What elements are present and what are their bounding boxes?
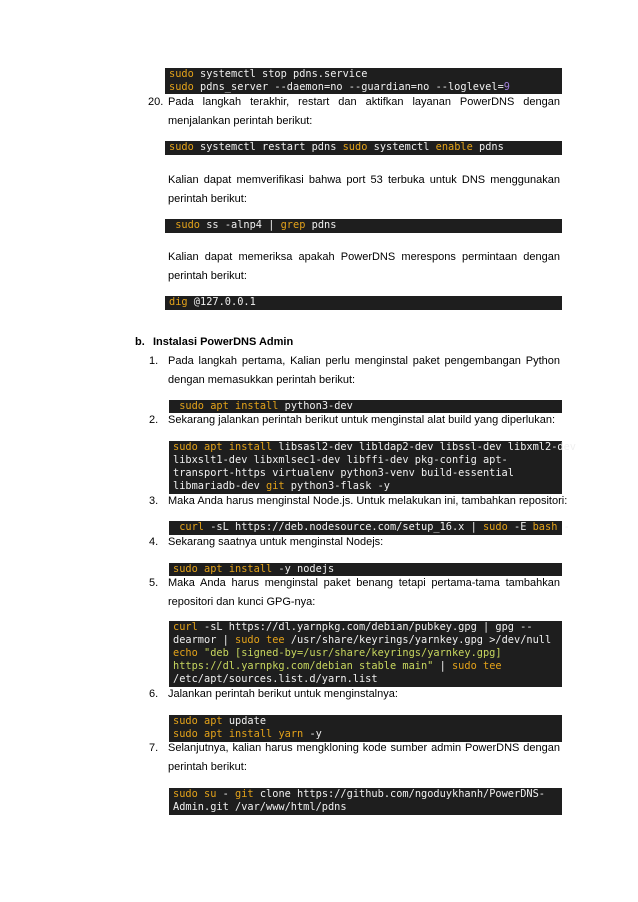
code-text: Admin.git /var/www/html/pdns xyxy=(173,801,347,813)
code-token-kw: sudo xyxy=(482,521,508,533)
code-text: libxslt1-dev libxmlsec1-dev libffi-dev pkg-config apt- xyxy=(173,454,508,466)
code-text: pdns xyxy=(472,141,504,153)
text-line: perintah berikut: xyxy=(168,270,247,282)
section-title: Instalasi PowerDNS Admin xyxy=(153,336,294,348)
code-text: - xyxy=(557,521,570,533)
item-number: 5. xyxy=(149,577,159,589)
item-b2-text xyxy=(168,411,568,430)
code-text: | xyxy=(433,660,452,672)
code-text: @127.0.0.1 xyxy=(187,296,256,308)
item-b1-text xyxy=(168,352,560,390)
code-text: /usr/share/keyrings/yarnkey.gpg >/dev/null xyxy=(284,634,552,646)
text-line: Jalankan perintah berikut untuk menginstalnya: xyxy=(168,688,398,700)
code-token-kw: curl xyxy=(173,621,198,633)
code-text: libsasl2-dev libldap2-dev libssl-dev libxml2-dev xyxy=(272,441,576,453)
code-token-kw: tee xyxy=(266,634,285,646)
code-token-kw: su xyxy=(204,788,217,800)
check-text xyxy=(168,248,560,286)
code-text: -y xyxy=(303,728,322,740)
code-line xyxy=(169,296,558,309)
code-token-kw: install xyxy=(235,400,279,412)
code-block-yarn-install xyxy=(169,715,562,742)
code-token-kw: install xyxy=(228,728,273,740)
text-line: Sekarang saatnya untuk menginstal Nodejs: xyxy=(168,536,384,548)
item-b5-text xyxy=(168,574,560,612)
item-b6-text xyxy=(168,685,560,704)
item-b7-text xyxy=(168,739,560,777)
code-token-kw: tee xyxy=(483,660,502,672)
item-number: 6. xyxy=(149,688,159,700)
code-token-kw: sudo xyxy=(173,788,198,800)
code-text: -y nodejs xyxy=(272,563,335,575)
code-token-kw: apt xyxy=(204,563,223,575)
item-b3-text xyxy=(168,492,568,511)
text-line: Pada langkah terakhir, restart dan aktifkan layanan PowerDNS dengan xyxy=(168,96,560,108)
code-block-yarn-repo xyxy=(169,621,562,687)
code-line xyxy=(173,647,558,660)
code-text: clone https://github.com/ngoduykhanh/PowerDNS- xyxy=(253,788,546,800)
item-b4-text xyxy=(168,533,560,552)
code-line xyxy=(173,801,558,814)
item-20-text xyxy=(168,93,560,131)
code-token-kw: sudo xyxy=(451,660,477,672)
text-line: Kalian dapat memverifikasi bahwa port 53 terbuka untuk DNS menggunakan xyxy=(168,174,560,186)
item-number: 3. xyxy=(149,495,159,507)
code-text: /etc/apt/sources.list.d/yarn.list xyxy=(173,673,378,685)
code-token-kw: sudo xyxy=(169,141,194,153)
text-line: Sekarang jalankan perintah berikut untuk menginstal alat build yang diperlukan: xyxy=(168,414,556,426)
code-text: python3-dev xyxy=(278,400,353,412)
item-number: 20. xyxy=(148,96,164,108)
code-block-stop xyxy=(165,68,562,94)
code-token-kw: git xyxy=(235,788,254,800)
code-line xyxy=(173,634,558,647)
code-text: - xyxy=(216,788,236,800)
code-token-kw: install xyxy=(228,563,273,575)
item-number: 1. xyxy=(149,355,159,367)
code-text: pdns_server --daemon=no --guardian=no --loglevel= xyxy=(193,81,504,93)
code-token-str: "deb [signed-by=/usr/share/keyrings/yarnkey.gpg] xyxy=(204,647,502,659)
code-token-kw: sudo xyxy=(179,400,205,412)
item-number: 4. xyxy=(149,536,159,548)
text-line: Pada langkah pertama, Kalian perlu menginstal paket pengembangan Python xyxy=(168,355,560,367)
code-text: -E xyxy=(507,521,533,533)
text-line: Maka Anda harus menginstal Node.js. Untuk melakukan ini, tambahkan repositori: xyxy=(168,495,568,507)
code-token-num: 9 xyxy=(503,81,510,93)
code-line xyxy=(173,715,558,728)
code-line xyxy=(169,68,558,81)
code-token-kw: sudo xyxy=(342,141,368,153)
code-line xyxy=(169,219,558,232)
code-text: systemctl xyxy=(367,141,436,153)
code-token-kw: sudo xyxy=(235,634,260,646)
code-token-kw: enable xyxy=(435,141,473,153)
code-text: python3-flask -y xyxy=(284,480,390,492)
item-number: 7. xyxy=(149,742,159,754)
text-line: dengan memasukkan perintah berikut: xyxy=(168,374,356,386)
code-token-kw: sudo xyxy=(173,441,198,453)
code-text: libmariadb-dev xyxy=(173,480,266,492)
text-line: perintah berikut: xyxy=(168,193,247,205)
code-text: systemctl stop pdns.service xyxy=(193,68,368,80)
code-token-kw: sudo xyxy=(173,715,198,727)
code-line xyxy=(173,621,558,634)
code-block-ss xyxy=(165,219,562,233)
section-label: b. xyxy=(135,336,145,348)
code-text: update xyxy=(222,715,267,727)
code-token-kw: yarn xyxy=(278,728,304,740)
code-token-kw: apt xyxy=(204,728,223,740)
code-token-kw: git xyxy=(266,480,285,492)
code-text: transport-https virtualenv python3-venv build-essential xyxy=(173,467,514,479)
code-text: ss -alnp4 | xyxy=(200,219,281,231)
code-token-kw: bash xyxy=(532,521,558,533)
code-line xyxy=(173,441,576,454)
code-block-restart xyxy=(165,141,562,155)
code-block-dig xyxy=(165,296,562,310)
code-token-kw: install xyxy=(228,441,273,453)
code-token-kw: sudo xyxy=(169,81,194,93)
item-number: 2. xyxy=(149,414,159,426)
code-text: systemctl restart pdns xyxy=(193,141,343,153)
code-text: -sL https://deb.nodesource.com/setup_16.x | xyxy=(204,521,483,533)
verify-text xyxy=(168,171,560,209)
text-line: Selanjutnya, kalian harus mengkloning kode sumber admin PowerDNS dengan xyxy=(168,742,560,754)
text-line: Kalian dapat memeriksa apakah PowerDNS merespons permintaan dengan xyxy=(168,251,560,263)
text-line: menjalankan perintah berikut: xyxy=(168,115,313,127)
code-token-kw: curl xyxy=(179,521,205,533)
text-line: Maka Anda harus menginstal paket benang tetapi pertama-tama tambahkan xyxy=(168,577,560,589)
code-token-kw: sudo xyxy=(169,68,194,80)
code-token-kw: grep xyxy=(280,219,306,231)
code-token-kw: echo xyxy=(173,647,198,659)
code-line xyxy=(173,467,558,480)
code-line xyxy=(173,660,558,673)
code-text: -sL https://dl.yarnpkg.com/debian/pubkey.gpg | gpg -- xyxy=(197,621,533,633)
code-block-build xyxy=(169,441,576,494)
code-token-kw: apt xyxy=(210,400,229,412)
code-token-str: https://dl.yarnpkg.com/debian stable main" xyxy=(173,660,434,672)
code-text: dearmor | xyxy=(173,634,235,646)
code-line xyxy=(173,454,558,467)
code-token-kw: sudo xyxy=(175,219,201,231)
code-line xyxy=(173,788,558,801)
text-line: perintah berikut: xyxy=(168,761,247,773)
code-token-kw: dig xyxy=(169,296,188,308)
code-token-kw: sudo xyxy=(173,563,198,575)
code-token-kw: apt xyxy=(204,441,223,453)
code-text: pdns xyxy=(305,219,337,231)
code-block-clone xyxy=(169,788,562,815)
text-line: repositori dan kunci GPG-nya: xyxy=(168,596,316,608)
code-token-kw: sudo xyxy=(173,728,198,740)
code-token-kw: apt xyxy=(204,715,223,727)
code-line xyxy=(169,141,558,154)
